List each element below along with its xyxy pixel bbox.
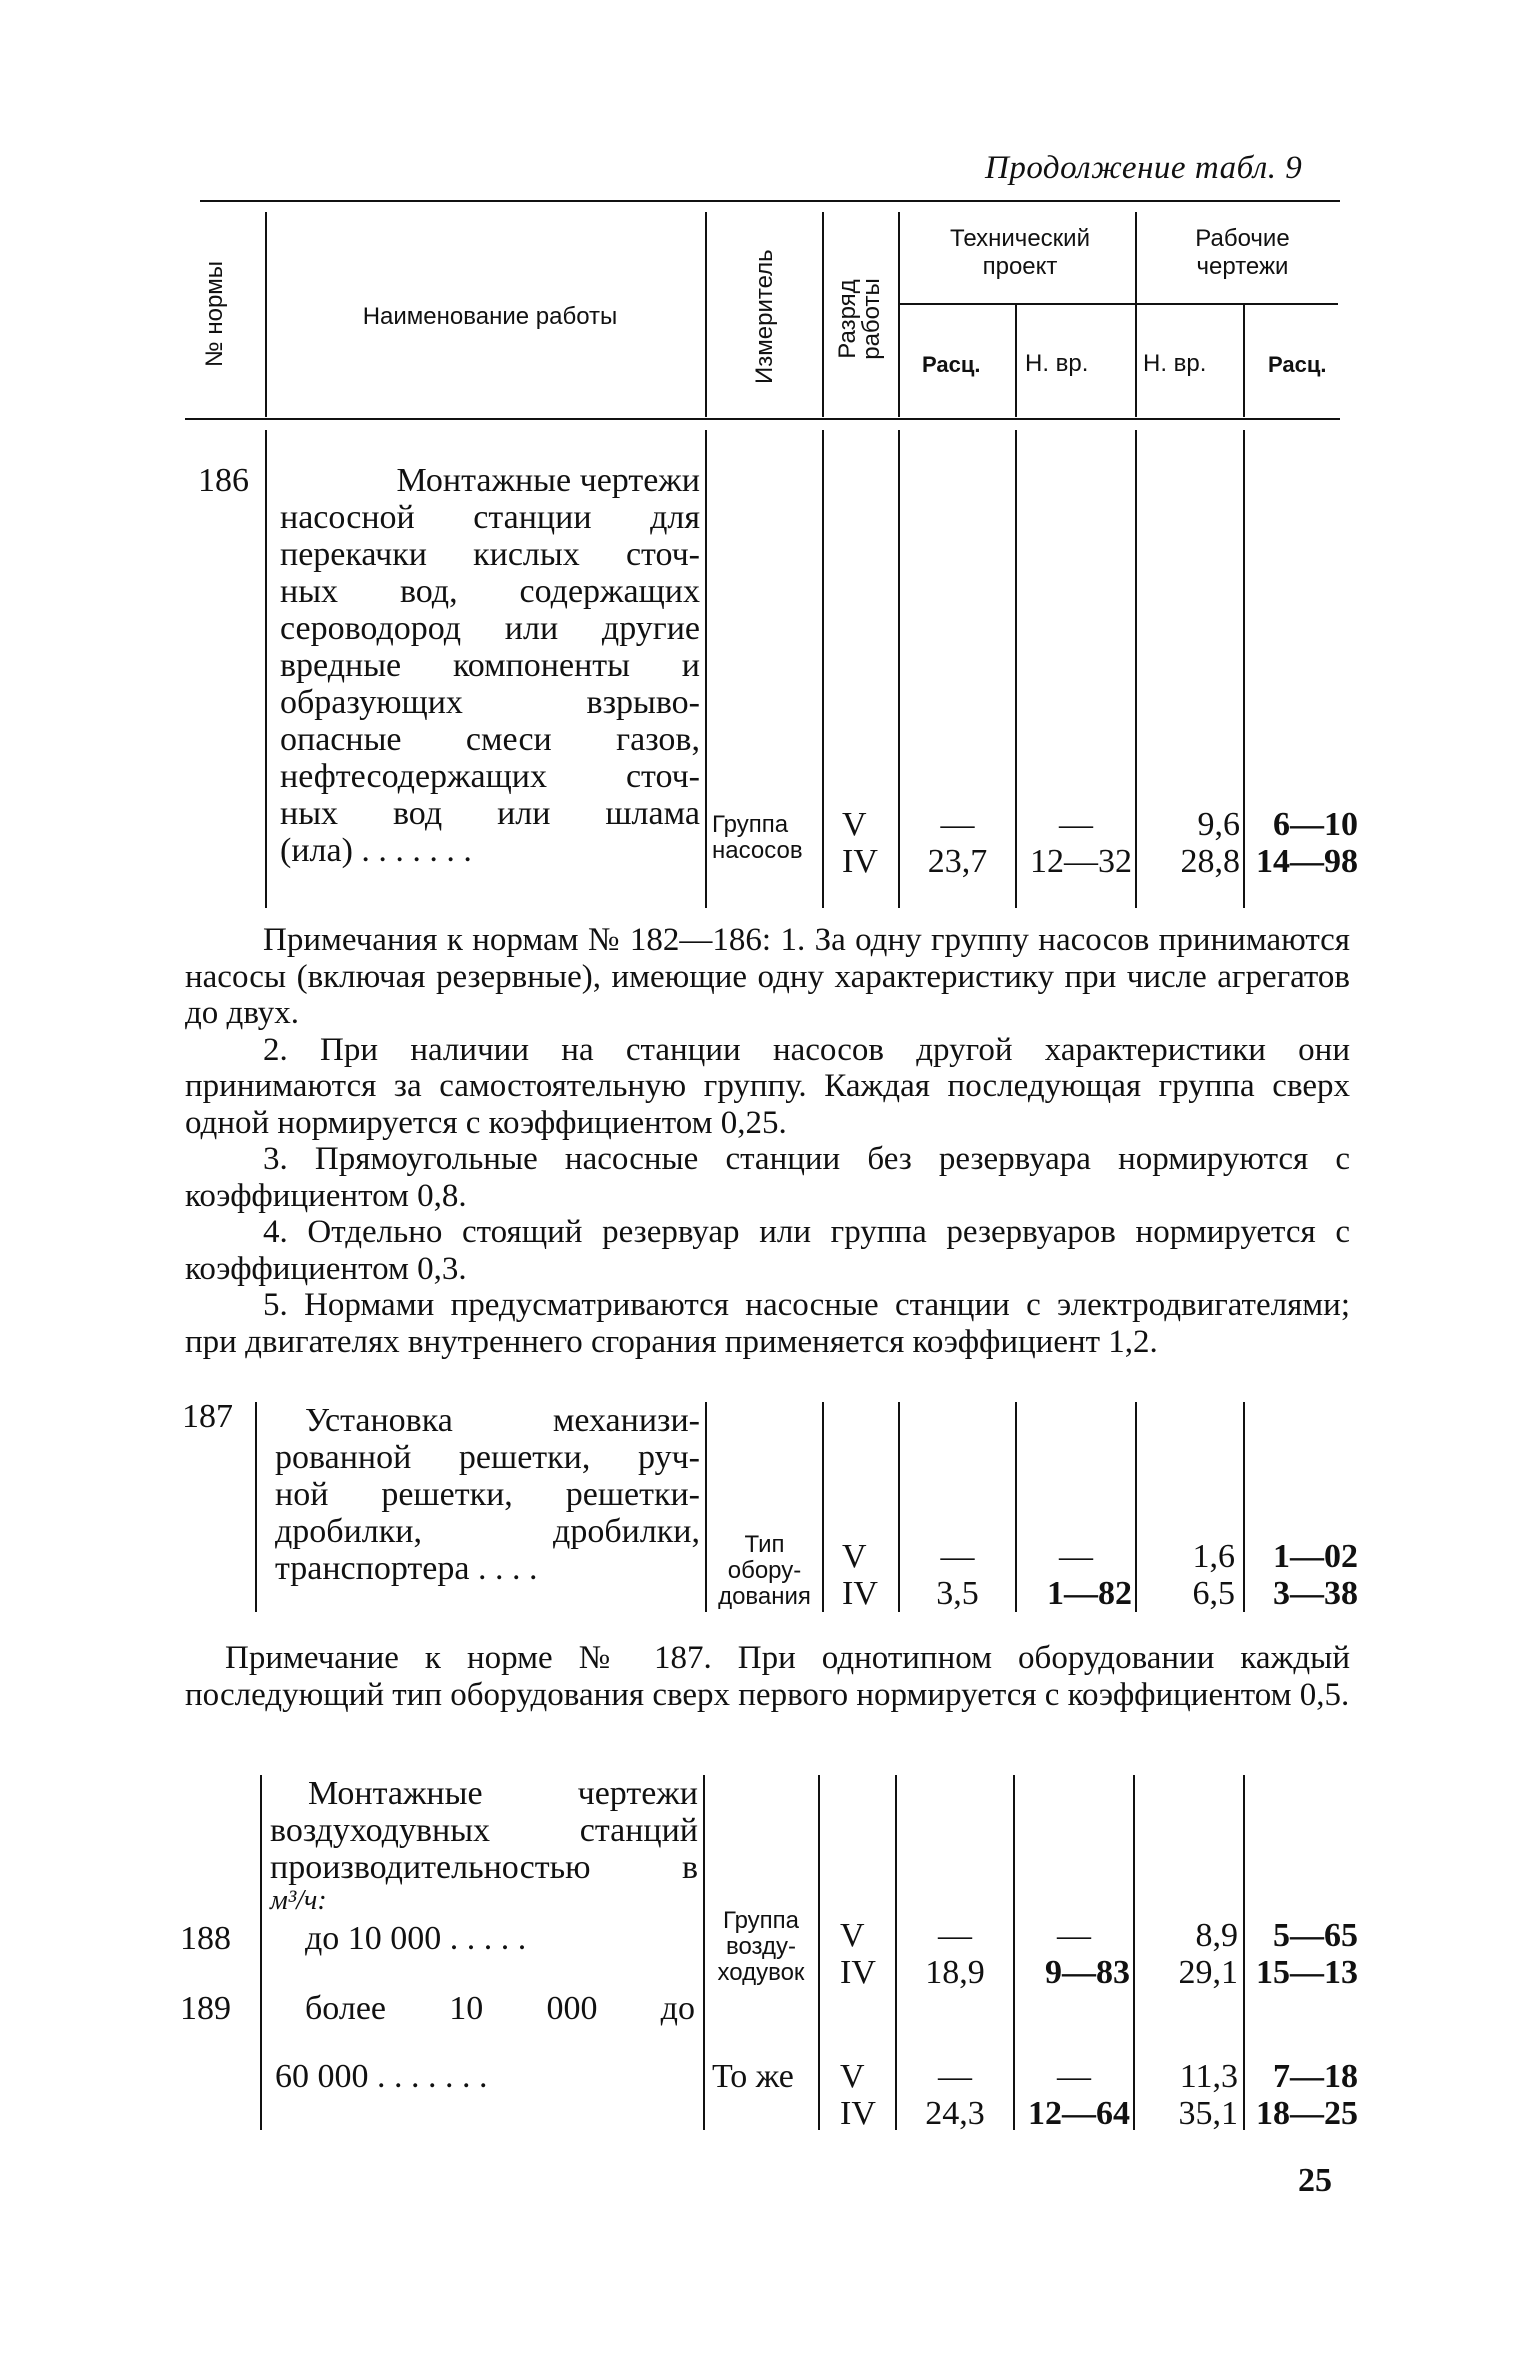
header-grade: Разряд работы [834,278,885,360]
header-wd-rasc: Расц. [1268,352,1327,377]
grade-value: IV [842,843,878,880]
name-line: насосной станции для [280,499,700,536]
cell-value: — [940,1538,975,1575]
unit-186 [712,812,803,864]
note-paragraph: 4. Отдельно стоящий резервуар или группа резервуаров нормируется с коэффициентом 0,3. [185,1214,1350,1287]
grade-value: V [840,2058,865,2095]
unit-line: Тип [744,1531,785,1558]
row-divider [1243,430,1245,908]
wd-nvr-189 [1138,2058,1238,2132]
unit-line: ходувок [717,1959,805,1986]
row-divider [265,430,267,908]
note-187 [185,1640,1350,1713]
cell-value: 6—10 [1273,806,1358,843]
name-line: (ила) . . . . . . . [280,832,472,869]
note-paragraph: 5. Нормами предусматриваются насосные станции с электродвигателями; при двигателях внутреннего сгорания применяется коэффициент 1,2. [185,1287,1350,1360]
row-divider [260,1775,262,2130]
row-divider [818,1775,820,2130]
work-name-189-line2: 60 000 . . . . . . . [275,2058,488,2095]
table-header-rule [185,418,1340,420]
cell-value: — [1059,806,1093,843]
cell-value: 15—13 [1256,1954,1358,1991]
row-divider [898,430,900,908]
cell-value: 12—32 [1030,843,1132,880]
unit-line: насосов [712,837,803,864]
header-work-drawings: Рабочие чертежи [1195,225,1290,280]
tp-nvr-188 [1018,1917,1130,1991]
grade-188 [840,1917,876,1991]
row-divider [1243,1775,1245,2130]
header-name: Наименование работы [362,303,618,330]
cell-value: — [938,1917,972,1954]
row-divider [898,1402,900,1612]
unit-line: дования [718,1583,811,1610]
norm-number: 188 [180,1920,231,1957]
cell-value: 1—82 [1047,1575,1132,1612]
norm-number: 189 [180,1990,231,2027]
norm-number: 186 [198,462,249,499]
name-line: Установка механизи- [305,1402,700,1439]
unit-line: Группа [722,1907,800,1934]
table-top-rule [200,200,1340,202]
cell-value: — [940,806,975,843]
header-divider [898,212,900,417]
cell-value: 9,6 [1197,806,1240,843]
cell-value: — [1057,2058,1091,2095]
name-line: сероводород или другие [280,610,700,647]
name-line: рованной решетки, руч- [275,1439,700,1476]
grade-value: V [842,1538,867,1575]
row-divider [822,430,824,908]
cell-value: 11,3 [1179,2058,1238,2095]
cell-value: 14—98 [1256,843,1358,880]
wd-rasc-189 [1248,2058,1358,2132]
name-line: опасные смеси газов, [280,721,700,758]
row-divider [1133,1775,1135,2130]
cell-value: 8,9 [1195,1917,1238,1954]
cell-value: 3,5 [936,1575,979,1612]
unit-187 [712,1532,817,1610]
wd-rasc-187 [1248,1538,1358,1612]
header-unit: Измеритель [751,249,778,384]
cell-value: 18—25 [1256,2095,1358,2132]
header-tp-rasc: Расц. [922,352,981,377]
tp-nvr-186 [1020,806,1132,880]
name-line: ной решетки, решетки- [275,1476,700,1513]
grade-value: IV [840,1954,876,1991]
notes-182-186 [185,922,1350,1360]
work-name-186 [280,462,700,869]
name-line: образующих взрыво- [280,684,700,721]
cell-value: 28,8 [1180,843,1240,880]
grade-value: V [840,1917,865,1954]
row-divider [895,1775,897,2130]
cell-value: 23,7 [927,843,988,880]
header-divider [1135,212,1137,417]
tp-rasc-188 [900,1917,1010,1991]
unit-line: Группа [712,811,789,838]
wd-rasc-186 [1248,806,1358,880]
grade-value: IV [840,2095,876,2132]
header-divider [265,212,267,417]
row-divider [1135,1402,1137,1612]
cell-value: 1,6 [1192,1538,1235,1575]
note-paragraph: 2. При наличии на станции насосов другой характеристики они принимаются за самостоятельную группу. Каждая последующая группа сверх одной нормируется с коэффициентом 0,25. [185,1031,1350,1141]
header-divider [1015,305,1017,417]
grade-187 [842,1538,878,1612]
row-divider [705,430,707,908]
norm-number: 187 [182,1398,233,1435]
name-line: перекачки кислых сточ- [280,536,700,573]
name-line: дробилки, дробилки, [275,1513,700,1550]
cell-value: 9—83 [1045,1954,1130,1991]
page-number: 25 [1298,2162,1332,2199]
name-line: м³/ч: [270,1885,327,1916]
name-line: Монтажные чертежи [308,1775,698,1812]
row-divider [705,1402,707,1612]
row-divider [1015,430,1017,908]
cell-value: — [1057,1917,1091,1954]
unit-189: То же [712,2058,794,2095]
row-divider [1013,1775,1015,2130]
header-tech-project: Технический проект [950,225,1090,280]
grade-value: V [842,806,867,843]
unit-line: возду- [725,1933,797,1960]
header-divider [1243,305,1245,417]
note-paragraph: Примечание к норме № 187. При однотипном оборудовании каждый последующий тип оборудования сверх первого нормируется с коэффициентом 0,5. [185,1640,1350,1713]
cell-value: 29,1 [1178,1954,1238,1991]
work-name-187 [275,1402,700,1587]
note-paragraph: Примечания к нормам № 182—186: 1. За одну группу насосов принимаются насосы (включая резервные), имеющие одну характеристику при числе агрегатов до двух. [185,922,1350,1031]
cell-value: — [938,2058,972,2095]
cell-value: 12—64 [1028,2095,1130,2132]
name-line: Монтажные чертежи [396,462,700,499]
table-continuation-caption: Продолжение табл. 9 [985,150,1303,186]
tp-nvr-189 [1018,2058,1130,2132]
cell-value: 18,9 [925,1954,985,1991]
cell-value: 1—02 [1273,1538,1358,1575]
tp-rasc-187 [905,1538,1010,1612]
row-divider [1015,1402,1017,1612]
cell-value: 7—18 [1273,2058,1358,2095]
cell-value: — [1059,1538,1093,1575]
work-name-189-line1: более 10 000 до [305,1990,695,2027]
cell-value: 24,3 [925,2095,985,2132]
work-name-188: до 10 000 . . . . . [305,1920,527,1957]
wd-nvr-188 [1138,1917,1238,1991]
name-line: ных вод или шлама [280,795,700,832]
header-subrule [898,303,1338,305]
wd-nvr-187 [1140,1538,1235,1612]
name-line: воздуходувных станций [270,1812,698,1849]
header-divider [705,212,707,417]
work-name-188-189-heading [270,1775,698,1916]
row-divider [1243,1402,1245,1612]
header-no: № нормы [201,260,228,368]
header-divider [822,212,824,417]
name-line: нефтесодержащих сточ- [280,758,700,795]
header-wd-nvr: Н. вр. [1143,350,1207,377]
unit-188 [707,1908,815,1986]
wd-rasc-188 [1248,1917,1358,1991]
name-line: ных вод, содержащих [280,573,700,610]
grade-189 [840,2058,876,2132]
unit-line: обору- [727,1557,802,1584]
grade-186 [842,806,878,880]
tp-rasc-189 [900,2058,1010,2132]
header-tp-nvr: Н. вр. [1025,350,1089,377]
tp-rasc-186 [905,806,1010,880]
name-line: транспортера . . . . [275,1550,538,1587]
note-paragraph: 3. Прямоугольные насосные станции без резервуара нормируются с коэффициентом 0,8. [185,1141,1350,1214]
grade-value: IV [842,1575,878,1612]
row-divider [822,1402,824,1612]
name-line: вредные компоненты и [280,647,700,684]
row-divider [1135,430,1137,908]
cell-value: 5—65 [1273,1917,1358,1954]
row-divider [255,1402,257,1612]
cell-value: 35,1 [1178,2095,1238,2132]
row-divider [703,1775,705,2130]
wd-nvr-186 [1140,806,1240,880]
tp-nvr-187 [1020,1538,1132,1612]
name-line: производительностью в [270,1849,698,1886]
cell-value: 6,5 [1192,1575,1235,1612]
cell-value: 3—38 [1273,1575,1358,1612]
